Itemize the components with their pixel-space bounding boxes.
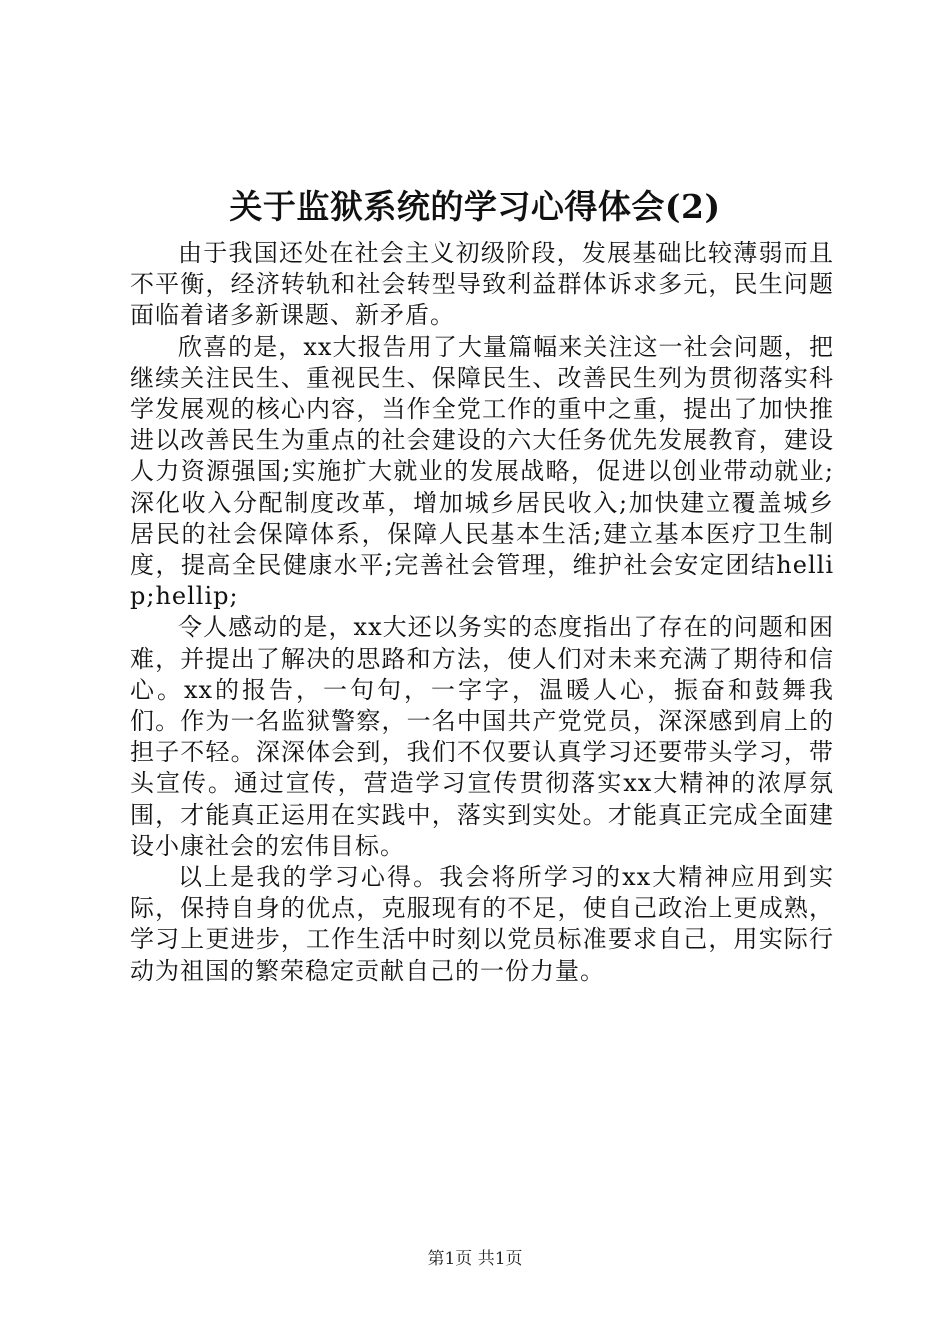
paragraph-1: 由于我国还处在社会主义初级阶段，发展基础比较薄弱而且不平衡，经济转轨和社会转型导致利益群体诉求多元，民生问题面临着诸多新课题、新矛盾。 [130,239,834,330]
paragraph-4: 以上是我的学习心得。我会将所学习的xx大精神应用到实际，保持自身的优点，克服现有的不足，使自己政治上更成熟，学习上更进步，工作生活中时刻以党员标准要求自己，用实际行动为祖国的繁荣稳定贡献自己的一份力量。 [130,863,834,985]
document-title: 关于监狱系统的学习心得体会(2) [229,187,721,226]
document-body [130,238,834,987]
paragraph-2: 欣喜的是，xx大报告用了大量篇幅来关注这一社会问题，把继续关注民生、重视民生、保障民生、改善民生列为贯彻落实科学发展观的核心内容，当作全党工作的重中之重，提出了加快推进以改善民生为重点的社会建设的六大任务优先发展教育，建设人力资源强国;实施扩大就业的发展战略，促进以创业带动就业;深化收入分配制度改革，增加城乡居民收入;加快建立覆盖城乡居民的社会保障体系，保障人民基本生活;建立基本医疗卫生制度，提高全民健康水平;完善社会管理，维护社会安定团结hellip;hellip; [130,332,834,611]
paragraph-3: 令人感动的是，xx大还以务实的态度指出了存在的问题和困难，并提出了解决的思路和方法，使人们对未来充满了期待和信心。xx的报告，一句句，一字字，温暖人心，振奋和鼓舞我们。作为一名监狱警察，一名中国共产党党员，深深感到肩上的担子不轻。深深体会到，我们不仅要认真学习还要带头学习，带头宣传。通过宣传，营造学习宣传贯彻落实xx大精神的浓厚氛围，才能真正运用在实践中，落实到实处。才能真正完成全面建设小康社会的宏伟目标。 [130,613,834,860]
page-footer: 第1页 共1页 [427,1249,523,1269]
